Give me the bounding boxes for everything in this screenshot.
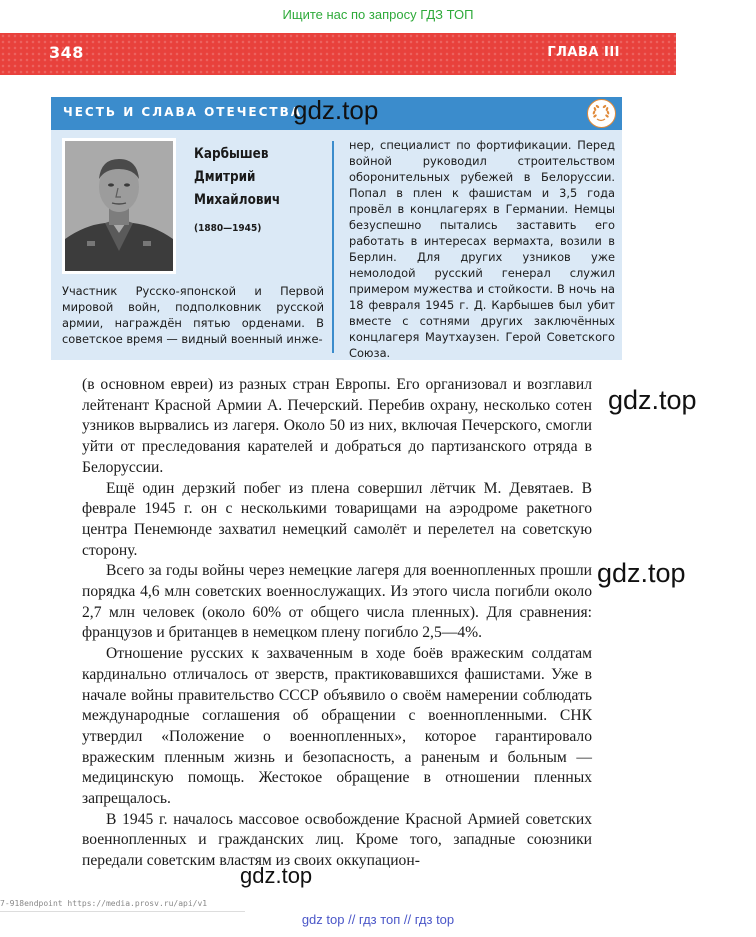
watermark: gdz.top	[293, 95, 379, 125]
bio-text-left: Участник Русско-японской и Первой мировой войн, подполковник русской армии, награждён пятью орденами. В советское время — видный военный инже-	[62, 284, 324, 346]
paragraph: Всего за годы войны через немецкие лагеря для военнопленных прошли порядка 4,6 млн советских военнослужащих. Из этого числа погибли около 2,7 млн человек (около 60% от общего числа пленных). Для сравнения: французов и британцев в немецком плену погибло 2,5—4%.	[82, 562, 592, 642]
page-header	[0, 33, 676, 75]
column-divider	[332, 141, 334, 353]
person-years: (1880—1945)	[194, 223, 262, 234]
page-number: 348	[49, 43, 84, 62]
honor-infobox	[51, 97, 622, 360]
paragraph: (в основном евреи) из разных стран Европы. Его организовал и возглавил лейтенант Красной Армии А. Печерский. Перебив охрану, несколько сотен узников вырвались из лагеря. Около 50 из них, включая Печерского, смогли уйти от преследования карателей и добраться до партизанского отряда в Белоруссии.	[82, 376, 592, 476]
person-surname: Карбышев	[194, 146, 269, 162]
person-first-name: Дмитрий	[194, 169, 256, 185]
watermark: gdz.top	[240, 863, 313, 888]
laurel-wreath-icon	[587, 99, 616, 128]
source-url-strip: 7-918endpoint https://media.prosv.ru/api/v1	[0, 899, 245, 912]
search-hint-banner: Ищите нас по запросу ГДЗ ТОП	[282, 7, 474, 22]
paragraph: В 1945 г. началось массовое освобождение Красной Армией советских военнопленных и гражданских лиц. Кроме того, западные союзники передали советским властям из своих оккупацион-	[82, 810, 592, 870]
footer-links[interactable]: gdz top // гдз топ // гдз top	[301, 912, 455, 927]
bio-text-right: нер, специалист по фортификации. Перед войной руководил строительством оборонительных рубежей в Белоруссии. Попал в плен к фашистам и 3,5 года провёл в концлагерях в Германии. Немцы безуспешно пытались заставить его работать в интересах вермахта, возили в Берлин. Для других узников уже немолодой русский генерал служил примером мужества и стойкости. В ночь на 18 февраля 1945 г. Д. Карбышев был убит вместе с сотнями других заключённых концлагеря Маутхаузен. Герой Советского Союза.	[349, 138, 615, 360]
person-patronymic: Михайлович	[194, 192, 281, 208]
infobox-title: ЧЕСТЬ И СЛАВА ОТЕЧЕСТВА	[63, 105, 303, 119]
chapter-label: ГЛАВА III	[547, 45, 620, 60]
watermark: gdz.top	[608, 385, 697, 415]
watermark: gdz.top	[597, 558, 686, 588]
person-name	[194, 143, 280, 212]
portrait-photo	[62, 138, 176, 274]
paragraph: Отношение русских к захваченным в ходе боёв вражеским солдатам кардинально отличалось от зверств, практиковавшихся фашистами. Уже в начале войны правительство СССР объявило о своём намерении соблюдать международные соглашения об обращении с военнопленными. СНК утвердил «Положение о военнопленных», которое гарантировало вражеским пленным жизнь и безопасность, а раненым и больным — медицинскую помощь. Жестокое обращение в отношении пленных запрещалось.	[82, 645, 592, 808]
paragraph: Ещё один дерзкий побег из плена совершил лётчик М. Девятаев. В феврале 1945 г. он с несколькими товарищами на аэродроме ракетного центра Пенемюнде захватил немецкий самолёт и перелетел на советскую сторону.	[82, 479, 592, 559]
main-text	[82, 375, 592, 872]
